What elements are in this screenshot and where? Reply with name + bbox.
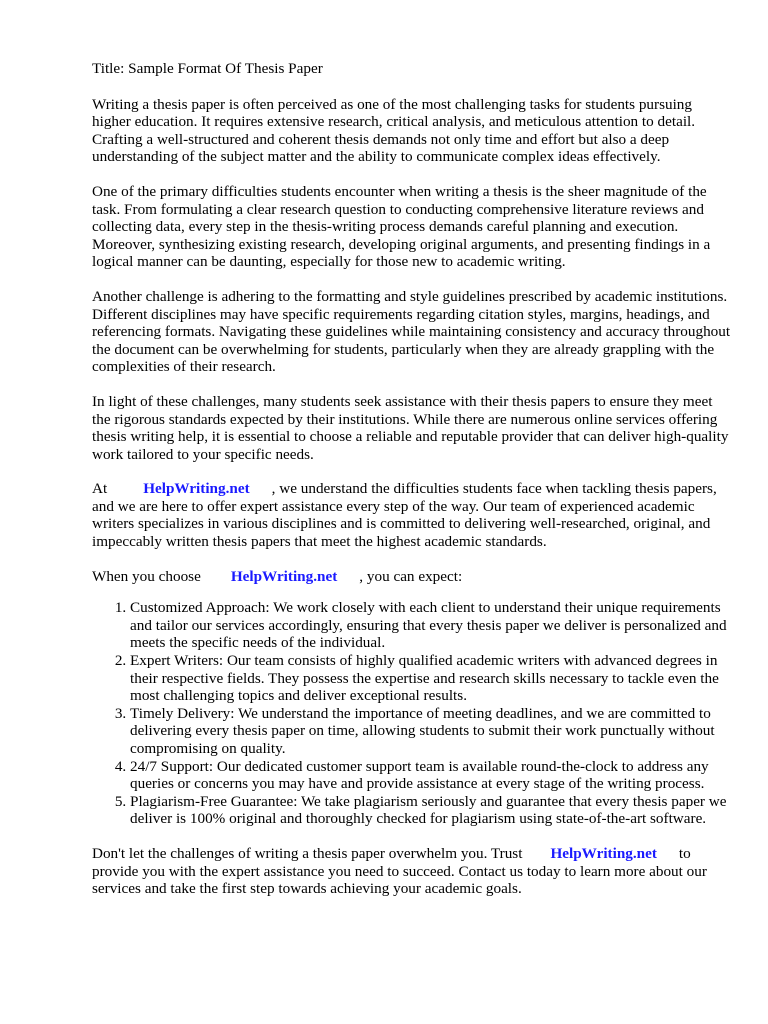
- closing-prefix: Don't let the challenges of writing a thesis paper overwhelm you. Trust: [92, 844, 523, 862]
- paragraph-5-prefix: At: [92, 480, 108, 498]
- document-page: [92, 60, 732, 915]
- helpwriting-link-3[interactable]: HelpWriting.net: [550, 844, 657, 862]
- choose-prefix: When you choose: [92, 567, 201, 585]
- paragraph-5-suffix: , we understand the difficulties students face when tackling thesis papers, and we are here to offer expert assistance every step of the way. Our team of experienced academic writers specializes in various disciplines and is committed to delivering well-researched, original, and impeccably written thesis papers that meet the highest academic standards.: [92, 480, 717, 551]
- paragraph-difficulties: One of the primary difficulties students encounter when writing a thesis is the sheer magnitude of the task. From formulating a clear research question to conducting comprehensive literature reviews and collecting data, every step in the thesis-writing process demands careful planning and execution. Moreover, synthesizing existing research, developing original arguments, and presenting findings in a logical manner can be daunting, especially for those new to academic writing.: [92, 182, 711, 271]
- closing-suffix: to provide you with the expert assistance you need to succeed. Contact us today to learn more about our services and take the first step towards achieving your academic goals.: [92, 844, 707, 898]
- list-item: 2. Expert Writers: Our team consists of highly qualified academic writers with advanced degrees in their respective fields. They possess the expertise and research skills necessary to tackle even the most challenging topics and deliver exceptional results.: [130, 652, 732, 705]
- paragraph-assistance: In light of these challenges, many students seek assistance with their thesis papers to ensure they meet the rigorous standards expected by their institutions. While there are numerous online services offering thesis writing help, it is essential to choose a reliable and reputable provider that can deliver high-quality work tailored to your specific needs.: [92, 392, 729, 463]
- document-title: Title: Sample Format Of Thesis Paper: [92, 60, 323, 77]
- list-item: 4. 24/7 Support: Our dedicated customer support team is available round-the-clock to address any queries or concerns you may have and provide assistance at every stage of the writing process.: [130, 758, 732, 793]
- list-item: 5. Plagiarism-Free Guarantee: We take plagiarism seriously and guarantee that every thesis paper we deliver is 100% original and thoroughly checked for plagiarism using state-of-the-art software.: [130, 793, 732, 828]
- helpwriting-link-1[interactable]: HelpWriting.net: [143, 480, 250, 498]
- paragraph-closing: [92, 845, 732, 898]
- choose-suffix: , you can expect:: [359, 567, 463, 585]
- paragraph-helpwriting: [92, 480, 732, 550]
- expectations-list: [92, 599, 732, 828]
- paragraph-choose: [92, 568, 732, 586]
- paragraph-formatting: Another challenge is adhering to the formatting and style guidelines prescribed by academic institutions. Different disciplines may have specific requirements regarding citation styles, margins, headings, and referencing formats. Navigating these guidelines while maintaining consistency and accuracy throughout the document can be overwhelming for students, particularly when they are already grappling with the complexities of their research.: [92, 287, 731, 376]
- list-item: 1. Customized Approach: We work closely with each client to understand their unique requirements and tailor our services accordingly, ensuring that every thesis paper we deliver is personalized and meets the specific needs of the individual.: [130, 599, 732, 652]
- list-item: 3. Timely Delivery: We understand the importance of meeting deadlines, and we are committed to delivering every thesis paper on time, allowing students to submit their work punctually without compromising on quality.: [130, 705, 732, 758]
- helpwriting-link-2[interactable]: HelpWriting.net: [230, 567, 338, 585]
- paragraph-intro: Writing a thesis paper is often perceived as one of the most challenging tasks for students pursuing higher education. It requires extensive research, critical analysis, and meticulous attention to detail. Crafting a well-structured and coherent thesis demands not only time and effort but also a deep understanding of the subject matter and the ability to communicate complex ideas effectively.: [92, 95, 696, 166]
